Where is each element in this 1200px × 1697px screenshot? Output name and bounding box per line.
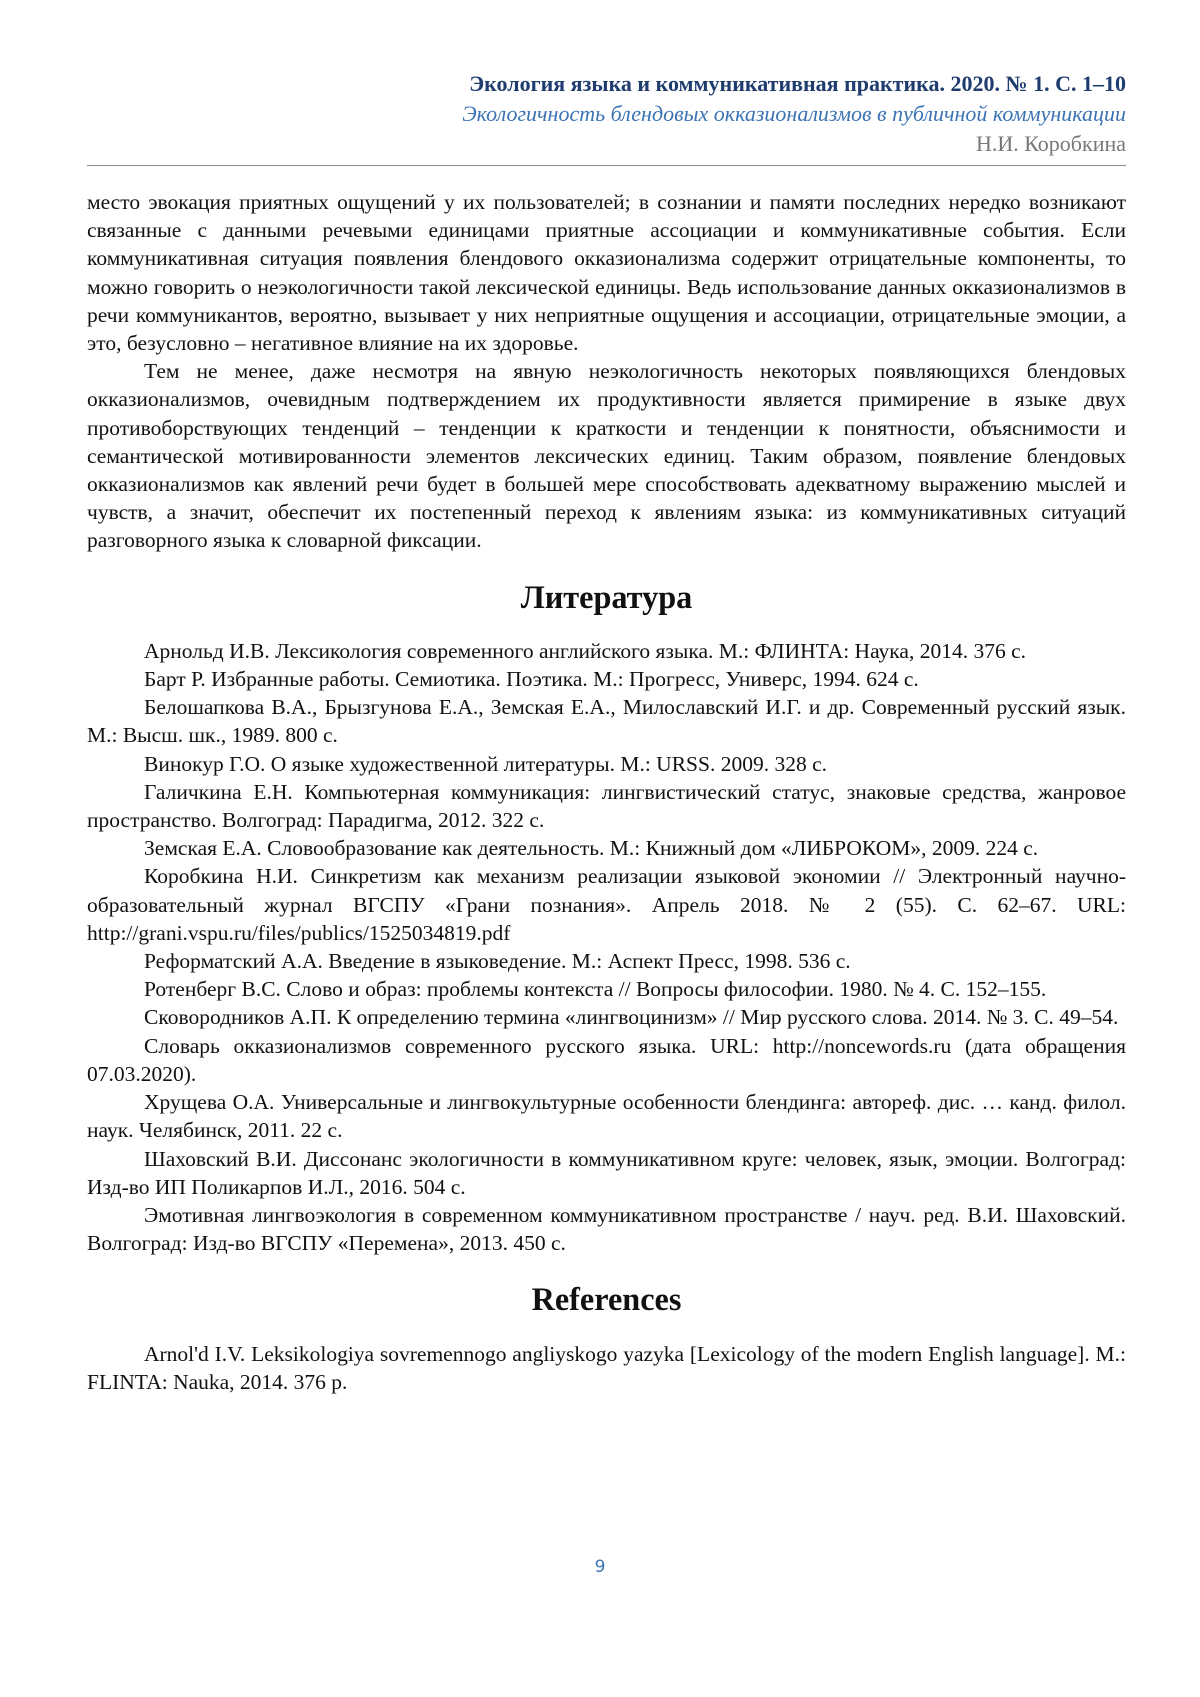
literature-item: Словарь окказионализмов современного русского языка. URL: http://noncewords.ru (дата обращения 07.03.2020). xyxy=(87,1032,1126,1088)
references-heading: References xyxy=(87,1285,1126,1313)
body-paragraph: Тем не менее, даже несмотря на явную неэкологичность некоторых появляющихся блендовых окказионализмов, очевидным подтверждением их продуктивности является примирение в языке двух противоборствующих тенденций – тенденции к краткости и тенденции к понятности, объяснимости и семантической мотивированности элементов лексических единиц. Таким образом, появление блендовых окказионализмов как явлений речи будет в большей мере способствовать адекватному выражению мыслей и чувств, а значит, обеспечит их постепенный переход к явлениям языка: из коммуникативных ситуаций разговорного языка к словарной фиксации. xyxy=(87,357,1126,554)
literature-item: Хрущева О.А. Универсальные и лингвокультурные особенности блендинга: автореф. дис. … канд. филол. наук. Челябинск, 2011. 22 с. xyxy=(87,1088,1126,1144)
literature-item: Шаховский В.И. Диссонанс экологичности в коммуникативном круге: человек, язык, эмоции. Волгоград: Изд-во ИП Поликарпов И.Л., 2016. 504 с. xyxy=(87,1145,1126,1201)
page-header xyxy=(87,68,1126,166)
literature-item: Сковородников А.П. К определению термина «лингвоцинизм» // Мир русского слова. 2014. № 3. С. 49–54. xyxy=(87,1003,1126,1031)
literature-item: Винокур Г.О. О языке художественной литературы. М.: URSS. 2009. 328 с. xyxy=(87,750,1126,778)
body-paragraph: место эвокация приятных ощущений у их пользователей; в сознании и памяти последних нередко возникают связанные с данными речевыми единицами приятные ассоциации и коммуникативные события. Если коммуникативная ситуация появления блендового окказионализма содержит отрицательные компоненты, то можно говорить о неэкологичности такой лексической единицы. Ведь использование данных окказионализмов в речи коммуникантов, вероятно, вызывает у них неприятные ощущения и ассоциации, отрицательные эмоции, а это, безусловно – негативное влияние на их здоровье. xyxy=(87,188,1126,357)
literature-item: Эмотивная лингвоэкология в современном коммуникативном пространстве / науч. ред. В.И. Шаховский. Волгоград: Изд-во ВГСПУ «Перемена», 2013. 450 с. xyxy=(87,1201,1126,1257)
literature-item: Реформатский А.А. Введение в языковедение. М.: Аспект Пресс, 1998. 536 с. xyxy=(87,947,1126,975)
literature-item: Коробкина Н.И. Синкретизм как механизм реализации языковой экономии // Электронный научно-образовательный журнал ВГСПУ «Грани познания». Апрель 2018. № 2 (55). С. 62–67. URL: http://grani.vspu.ru/files/publics/1525034819.pdf xyxy=(87,862,1126,947)
literature-item: Барт Р. Избранные работы. Семиотика. Поэтика. М.: Прогресс, Универс, 1994. 624 с. xyxy=(87,665,1126,693)
literature-item: Земская Е.А. Словообразование как деятельность. М.: Книжный дом «ЛИБРОКОМ», 2009. 224 с. xyxy=(87,834,1126,862)
literature-list xyxy=(87,637,1126,1257)
author-name: Н.И. Коробкина xyxy=(87,129,1126,159)
references-list xyxy=(87,1340,1126,1396)
literature-item: Арнольд И.В. Лексикология современного английского языка. М.: ФЛИНТА: Наука, 2014. 376 с. xyxy=(87,637,1126,665)
references-item: Arnol'd I.V. Leksikologiya sovremennogo angliyskogo yazyka [Lexicology of the modern English language]. M.: FLINTA: Nauka, 2014. 376 p. xyxy=(87,1340,1126,1396)
article-title: Экологичность блендовых окказионализмов в публичной коммуникации xyxy=(87,99,1126,129)
literature-item: Ротенберг В.С. Слово и образ: проблемы контекста // Вопросы философии. 1980. № 4. С. 152–155. xyxy=(87,975,1126,1003)
page-number: 9 xyxy=(0,1557,1200,1577)
journal-title: Экология языка и коммуникативная практика. 2020. № 1. С. 1–10 xyxy=(87,68,1126,99)
literature-item: Белошапкова В.А., Брызгунова Е.А., Земская Е.А., Милославский И.Г. и др. Современный русский язык. М.: Высш. шк., 1989. 800 с. xyxy=(87,693,1126,749)
article-body xyxy=(87,188,1126,1396)
literature-item: Галичкина Е.Н. Компьютерная коммуникация: лингвистический статус, знаковые средства, жанровое пространство. Волгоград: Парадигма, 2012. 322 с. xyxy=(87,778,1126,834)
literature-heading: Литература xyxy=(87,583,1126,611)
